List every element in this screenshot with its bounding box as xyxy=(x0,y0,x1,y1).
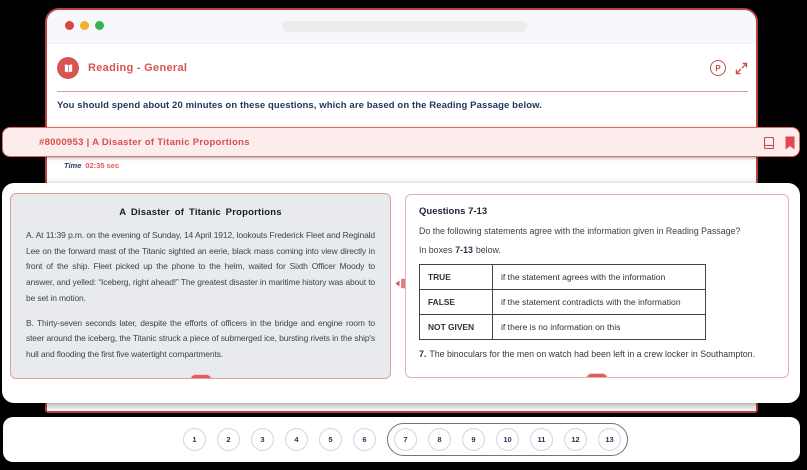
close-window-button[interactable] xyxy=(65,21,74,30)
questions-panel[interactable] xyxy=(405,194,789,378)
timer xyxy=(64,161,119,170)
address-bar xyxy=(282,21,527,32)
table-row xyxy=(420,265,706,290)
reading-module-icon xyxy=(57,57,79,79)
page-button-7[interactable]: 7 xyxy=(394,428,417,451)
question-group-7-13 xyxy=(387,423,628,456)
document-icon xyxy=(762,136,776,150)
table-row xyxy=(420,315,706,340)
page-button-13[interactable]: 13 xyxy=(598,428,621,451)
page-button-11[interactable]: 11 xyxy=(530,428,553,451)
page-button-4[interactable]: 4 xyxy=(285,428,308,451)
page-button-8[interactable]: 8 xyxy=(428,428,451,451)
book-icon xyxy=(62,62,75,75)
minimize-window-button[interactable] xyxy=(80,21,89,30)
question-7-text: The binoculars for the men on watch had been left in a crew locker in Southampton. xyxy=(429,349,756,359)
tfng-legend-table xyxy=(419,264,706,340)
maximize-window-button[interactable] xyxy=(95,21,104,30)
page-button-5[interactable]: 5 xyxy=(319,428,342,451)
question-7-number: 7. xyxy=(419,349,427,359)
table-row xyxy=(420,290,706,315)
window-titlebar xyxy=(47,10,756,44)
bookmark-button[interactable] xyxy=(784,136,796,150)
reading-passage-panel[interactable] xyxy=(10,193,391,379)
page-button-12[interactable]: 12 xyxy=(564,428,587,451)
page-button-6[interactable]: 6 xyxy=(353,428,376,451)
passage-paragraph-b: B. Thirty-seven seconds later, despite the efforts of officers in the bridge and engine room to steer around the iceberg, the Titanic struck a piece of submerged ice, bursting rivets in the ship's hull and flooding the first five watertight compartments. xyxy=(26,317,375,360)
page-button-10[interactable]: 10 xyxy=(496,428,519,451)
page-button-9[interactable]: 9 xyxy=(462,428,485,451)
page-button-3[interactable]: 3 xyxy=(251,428,274,451)
page-button-1[interactable]: 1 xyxy=(183,428,206,451)
questions-instruction-2 xyxy=(419,245,775,255)
questions-heading: Questions 7-13 xyxy=(419,206,488,217)
header-divider xyxy=(57,91,748,92)
question-banner-title: #8000953 | A Disaster of Titanic Proportions xyxy=(39,136,250,148)
legend-term-notgiven: NOT GIVEN xyxy=(420,315,493,340)
content-card xyxy=(2,183,800,403)
expand-icon xyxy=(734,61,749,76)
boxes-range: 7-13 xyxy=(455,245,473,255)
question-banner xyxy=(2,127,800,157)
fullscreen-button[interactable] xyxy=(734,61,749,76)
section-title: Reading - General xyxy=(88,62,188,74)
boxes-suffix: below. xyxy=(475,245,501,255)
passage-title: A Disaster of Titanic Proportions xyxy=(119,207,282,218)
question-7 xyxy=(419,349,775,359)
passage-view-button[interactable] xyxy=(762,136,776,150)
pagination-bar xyxy=(3,417,800,462)
bookmark-icon xyxy=(784,136,796,150)
legend-term-true: TRUE xyxy=(420,265,493,290)
pause-button[interactable] xyxy=(710,60,726,76)
pagination-list xyxy=(183,417,628,462)
timer-value: 02:35 sec xyxy=(85,161,120,170)
pause-button-label: P xyxy=(715,63,721,73)
legend-def-true: if the statement agrees with the information xyxy=(493,265,706,290)
legend-def-notgiven: if there is no information on this xyxy=(493,315,706,340)
questions-resize-handle[interactable] xyxy=(586,373,608,378)
timer-label: Time xyxy=(64,161,82,170)
passage-paragraph-a: A. At 11:39 p.m. on the evening of Sunday, 14 April 1912, lookouts Frederick Fleet and Reginald Lee on the forward mast of the Titanic sighted an eerie, black mass coming into view directly in front of the ship. Fleet picked up the phone to the helm, waited for Sixth Officer Moody to answer, and yelled: “Iceberg, right ahead!” The greatest disaster in maritime history was about to be set in motion. xyxy=(26,230,375,303)
legend-term-false: FALSE xyxy=(420,290,493,315)
page-button-2[interactable]: 2 xyxy=(217,428,240,451)
boxes-prefix: In boxes xyxy=(419,245,453,255)
section-instruction: You should spend about 20 minutes on these questions, which are based on the Reading Passage below. xyxy=(57,100,542,111)
questions-instruction-1: Do the following statements agree with the information given in Reading Passage? xyxy=(419,226,741,236)
passage-resize-handle[interactable] xyxy=(190,374,212,379)
legend-def-false: if the statement contradicts with the information xyxy=(493,290,706,315)
